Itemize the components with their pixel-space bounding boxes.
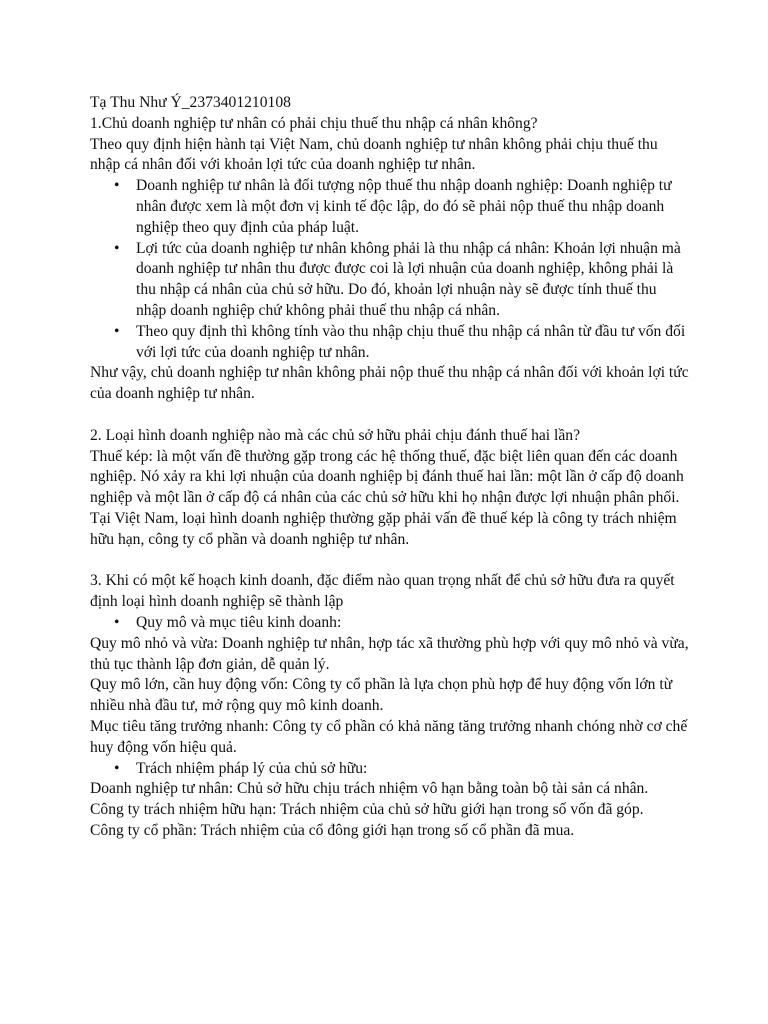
q2-paragraph-2: Tại Việt Nam, loại hình doanh nghiệp thường gặp phải vấn đề thuế kép là công ty trách nhiệm hữu hạn, công ty cổ phần và doanh nghiệp tư nhân. (90, 509, 677, 548)
scale-line: Quy mô nhỏ và vừa: Doanh nghiệp tư nhân, hợp tác xã thường phù hợp với quy mô nhỏ và vừa, thủ tục thành lập đơn giản, dễ quản lý. (90, 634, 689, 673)
q2-paragraph-1: Thuế kép: là một vấn đề thường gặp trong các hệ thống thuế, đặc biệt liên quan đến các doanh nghiệp. Nó xảy ra khi lợi nhuận của doanh nghiệp bị đánh thuế hai lần: một lần ở cấp độ doanh nghiệp và một lần ở cấp độ cá nhân của các chủ sở hữu khi họ nhận được lợi nhuận phân phối. (90, 447, 684, 507)
q1-conclusion: Như vậy, chủ doanh nghiệp tư nhân không phải nộp thuế thu nhập cá nhân đối với khoản lợi tức của doanh nghiệp tư nhân. (90, 364, 689, 403)
q1-bullet-list (90, 176, 690, 363)
liability-line: Doanh nghiệp tư nhân: Chủ sở hữu chịu trách nhiệm vô hạn bằng toàn bộ tài sản cá nhân. (90, 780, 649, 798)
scale-line: Mục tiêu tăng trưởng nhanh: Công ty cổ phần có khả năng tăng trưởng nhanh chóng nhờ cơ chế huy động vốn hiệu quả. (90, 717, 688, 756)
list-item: • Doanh nghiệp tư nhân là đối tượng nộp thuế thu nhập doanh nghiệp: Doanh nghiệp tư nhân được xem là một đơn vị kinh tế độc lập, do đó sẽ phải nộp thuế thu nhập doanh nghiệp theo quy định của pháp luật. (90, 176, 690, 238)
q1-intro: Theo quy định hiện hành tại Việt Nam, chủ doanh nghiệp tư nhân không phải chịu thuế thu nhập cá nhân đối với khoản lợi tức của doanh nghiệp tư nhân. (90, 135, 658, 174)
paragraph-gap (90, 405, 690, 426)
q3-bullet-list-1 (90, 613, 690, 634)
liability-line: Công ty trách nhiệm hữu hạn: Trách nhiệm của chủ sở hữu giới hạn trong số vốn đã góp. (90, 801, 644, 819)
paragraph-gap (90, 551, 690, 572)
liability-line: Công ty cổ phần: Trách nhiệm của cổ đông giới hạn trong số cổ phần đã mua. (90, 821, 575, 839)
question-1: 1.Chủ doanh nghiệp tư nhân có phải chịu thuế thu nhập cá nhân không? (90, 114, 538, 132)
document-page (90, 93, 690, 842)
question-3: 3. Khi có một kế hoạch kinh doanh, đặc điểm nào quan trọng nhất để chủ sở hữu đưa ra quyết định loại hình doanh nghiệp sẽ thành lập (90, 572, 675, 611)
scale-line: Quy mô lớn, cần huy động vốn: Công ty cổ phần là lựa chọn phù hợp để huy động vốn lớn từ nhiều nhà đầu tư, mở rộng quy mô kinh doanh. (90, 676, 673, 715)
q3-bullet-list-2 (90, 759, 690, 780)
list-item: • Quy mô và mục tiêu kinh doanh: (90, 613, 690, 634)
list-item: • Lợi tức của doanh nghiệp tư nhân không phải là thu nhập cá nhân: Khoản lợi nhuận mà doanh nghiệp tư nhân thu được được coi là lợi nhuận của doanh nghiệp, không phải là thu nhập cá nhân của chủ sở hữu. Do đó, khoản lợi nhuận này sẽ được tính thuế thu nhập doanh nghiệp chứ không phải thuế thu nhập cá nhân. (90, 239, 690, 322)
list-item: • Trách nhiệm pháp lý của chủ sở hữu: (90, 759, 690, 780)
author-line: Tạ Thu Như Ý_2373401210108 (90, 94, 291, 111)
list-item: • Theo quy định thì không tính vào thu nhập chịu thuế thu nhập cá nhân từ đầu tư vốn đối với lợi tức của doanh nghiệp tư nhân. (90, 322, 690, 364)
question-2: 2. Loại hình doanh nghiệp nào mà các chủ sở hữu phải chịu đánh thuế hai lần? (90, 426, 581, 444)
